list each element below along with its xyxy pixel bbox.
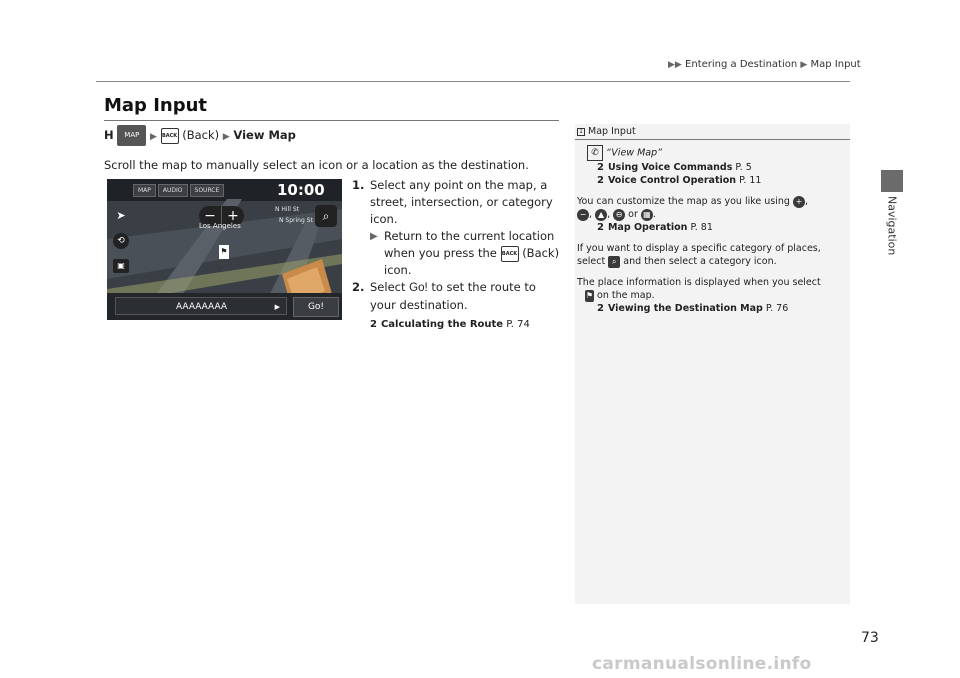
cross-reference[interactable] — [587, 221, 842, 234]
separator: , — [607, 209, 611, 220]
sidebar-divider — [575, 139, 850, 140]
step-text: to set the route to your destination. — [370, 280, 536, 312]
destination-bar[interactable] — [115, 297, 287, 315]
separator: , — [804, 196, 808, 207]
xref-page: P. 11 — [739, 175, 762, 186]
intro-text: Scroll the map to manually select an icon or a location as the destination. — [104, 158, 529, 172]
voice-command-icon: ✆ — [587, 145, 603, 161]
sidebar-heading — [577, 125, 636, 138]
paragraph-text: and then select a category icon. — [623, 256, 777, 267]
breadcrumb-item[interactable]: Entering a Destination — [685, 59, 798, 70]
destination-flag-icon: ⚑ — [585, 290, 594, 300]
cross-reference[interactable] — [587, 161, 842, 174]
step-number: 1. — [352, 178, 365, 192]
map-button-icon: MAP — [117, 125, 146, 146]
go-label: Go! — [409, 282, 428, 294]
place-info-paragraph — [577, 276, 842, 302]
zoom-in-icon[interactable]: + — [222, 206, 244, 226]
breadcrumb-arrow-icon: ▶ — [800, 60, 808, 70]
watermark: carmanualsonline.info — [592, 654, 812, 674]
side-tab-marker — [881, 170, 903, 192]
sub-step-text: Return to the current location when you press the — [384, 229, 555, 260]
layers-icon[interactable]: ▣ — [113, 259, 129, 273]
voice-command-line — [587, 145, 842, 161]
sidebar-content — [577, 145, 842, 315]
back-label: (Back) — [182, 128, 220, 142]
map-street-label: N Spring St — [279, 217, 313, 224]
breadcrumb-item[interactable]: Map Input — [810, 59, 861, 70]
xref-arrow-icon: 2 — [597, 303, 604, 314]
xref-page: P. 74 — [506, 319, 530, 330]
category-paragraph — [577, 242, 842, 268]
path-arrow-icon: ▶ — [150, 132, 157, 142]
screen-clock: 10:00 — [277, 181, 325, 199]
step-text: Select — [370, 280, 406, 294]
step-text: Select any point on the map, a street, intersection, or category icon. — [370, 178, 553, 226]
separator: , — [589, 209, 593, 220]
voice-command-text: “View Map” — [606, 147, 663, 159]
zoom-in-icon: + — [793, 196, 805, 208]
sub-step — [352, 228, 564, 279]
go-button[interactable]: Go! — [293, 297, 339, 317]
breadcrumb-arrow-icon: ▶▶ — [668, 60, 682, 70]
step-2 — [352, 279, 564, 314]
customize-paragraph — [577, 195, 842, 221]
breadcrumb — [668, 59, 861, 70]
compass-icon: ▲ — [595, 209, 607, 221]
page-number: 73 — [861, 630, 879, 646]
cross-reference[interactable] — [352, 316, 564, 333]
search-icon: ⌕ — [608, 256, 620, 268]
xref-label: Using Voice Commands — [607, 162, 733, 173]
cross-reference[interactable] — [587, 302, 842, 315]
xref-label: Map Operation — [607, 222, 688, 233]
destination-name: AAAAAAAA — [176, 302, 228, 312]
screen-tab[interactable]: AUDIO — [158, 184, 188, 197]
cross-reference[interactable] — [587, 174, 842, 187]
layers-icon: ▦ — [641, 209, 653, 221]
search-icon[interactable]: ⌕ — [315, 205, 337, 227]
back-icon: BACK — [501, 246, 519, 262]
back-icon: BACK — [161, 128, 179, 144]
steps-list — [352, 177, 564, 333]
route-icon: ⊖ — [613, 209, 625, 221]
xref-label: Viewing the Destination Map — [607, 303, 763, 314]
zoom-out-icon[interactable]: − — [199, 206, 221, 226]
xref-page: P. 76 — [765, 303, 789, 314]
side-tab — [870, 196, 914, 260]
xref-arrow-icon: 2 — [370, 319, 377, 330]
xref-arrow-icon: 2 — [597, 175, 604, 186]
page-title: Map Input — [104, 95, 208, 116]
xref-page: P. 5 — [735, 162, 752, 173]
paragraph-text: You can customize the map as you like using — [577, 196, 790, 207]
step-1 — [352, 177, 564, 228]
xref-arrow-icon: 2 — [597, 222, 604, 233]
sub-step-text: (Back) icon. — [384, 246, 560, 277]
zoom-out-icon: − — [577, 209, 589, 221]
paragraph-text: If you want to display a specific category of places, — [577, 243, 821, 254]
separator: . — [652, 209, 656, 220]
side-tab-label: Navigation — [885, 196, 899, 256]
note-icon: 1 — [577, 128, 585, 136]
paragraph-text: on the map. — [597, 290, 655, 301]
chevron-right-icon: ▶ — [274, 303, 280, 311]
screen-tab[interactable]: MAP — [133, 184, 156, 197]
step-number: 2. — [352, 280, 365, 294]
paragraph-text: or — [628, 209, 638, 220]
nav-screen-image — [107, 179, 342, 320]
sub-step-arrow-icon: ▶ — [370, 231, 378, 242]
path-arrow-icon: ▶ — [222, 132, 230, 142]
route-icon[interactable]: ⟲ — [113, 233, 129, 249]
destination-flag-icon: ⚑ — [219, 245, 229, 259]
title-underline — [104, 120, 559, 121]
sidebar-heading-text: Map Input — [588, 126, 636, 137]
view-map-label: View Map — [233, 128, 296, 142]
xref-arrow-icon: 2 — [597, 162, 604, 173]
xref-label: Voice Control Operation — [607, 175, 737, 186]
paragraph-text: The place information is displayed when you select — [577, 277, 821, 288]
paragraph-text: select — [577, 256, 606, 267]
xref-label: Calculating the Route — [380, 319, 504, 330]
map-city-label: Los Angeles — [199, 222, 241, 230]
map-street-label: N Hill St — [275, 206, 299, 213]
compass-icon[interactable]: ➤ — [116, 209, 126, 222]
menu-path — [104, 125, 296, 146]
screen-tab[interactable]: SOURCE — [190, 184, 225, 197]
screen-tabs — [133, 184, 224, 197]
header-divider — [96, 81, 850, 82]
xref-page: P. 81 — [690, 222, 713, 233]
home-glyph: H — [104, 128, 114, 142]
